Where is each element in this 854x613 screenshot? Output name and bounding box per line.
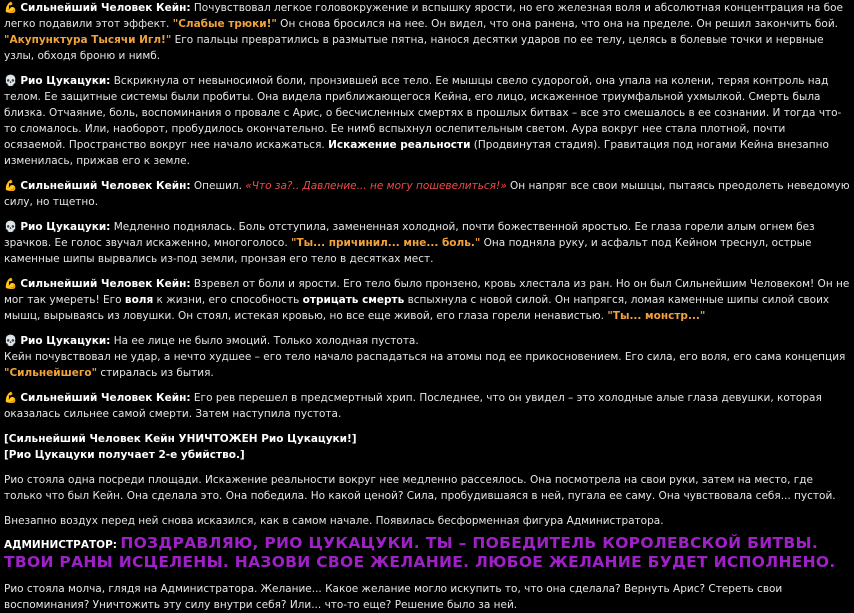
admin-label: АДМИНИСТРАТОР: [4, 539, 117, 551]
narration-admin-appears: Внезапно воздух перед ней снова исказился, как в самом начале. Появилась бесформенная фигура Администратора. [4, 515, 664, 527]
speaker-name: Рио Цукацуки: [20, 335, 111, 347]
admin-message [4, 534, 850, 572]
message-rio-1: 💀 Рио Цукацуки: Вскрикнула от невыносимой боли, пронзившей все тело. Ее мышцы свело судорогой, она упала на колени, теряя контроль над телом. Ее защитные системы были пробиты. Она видела приближающегося Кейна, его лицо, искаженное триумфальной ухмылкой. Смерть была близка. Отчаяние, боль, воспоминания о провале с Арис, о бесчисленных смертях в прошлых битвах – все это смешалось в ее сознании. И тогда что-то сломалось. Или, наоборот, пробудилось окончательно. Ее нимб вспыхнул ослепительным светом. Аура вокруг нее стала плотной, почти осязаемой. Пространство вокруг нее начало искажаться. Искажение реальности (Продвинутая стадия). Гравитация под ногами Кейна внезапно изменилась, прижав его к земле. [4, 75, 842, 167]
speaker-name: Рио Цукацуки: [20, 221, 111, 233]
narration-aftermath: Рио стояла одна посреди площади. Искажение реальности вокруг нее медленно рассеялось. Она посмотрела на свои руки, затем на место, где только что был Кейн. Она сделала это. Она победила. Но какой ценой? Сила, пробудившаяся в ней, пугала ее саму. Она чувствовала себя... пустой. [4, 474, 836, 502]
admin-announcement: ПОЗДРАВЛЯЮ, РИО ЦУКАЦУКИ. ТЫ – ПОБЕДИТЕЛЬ КОРОЛЕВСКОЙ БИТВЫ. ТВОИ РАНЫ ИСЦЕЛЕНЫ. НАЗОВИ СВОЕ ЖЕЛАНИЕ. ЛЮБОЕ ЖЕЛАНИЕ БУДЕТ ИСПОЛНЕНО. [4, 534, 836, 571]
flexed-biceps-icon: 💪 [4, 180, 18, 192]
message-kane-2: 💪 Сильнейший Человек Кейн: Опешил. «Что за?.. Давление... не могу пошевелиться!» Он напряг все свои мышцы, пытаясь преодолеть неведомую силу, но тщетно. [4, 180, 850, 208]
message-rio-3-continuation: Кейн почувствовал не удар, а нечто худшее – его тело начало распадаться на атомы под ее прикосновением. Его сила, его воля, его сама концепция "Сильнейшего" стиралась из бытия. [4, 351, 846, 379]
message-rio-2: 💀 Рио Цукацуки: Медленно поднялась. Боль отступила, замененная холодной, почти божественной яростью. Ее глаза горели алым огнем без зрачков. Ее голос звучал искаженно, многоголосо. "Ты... причинил... мне... боль." Она подняла руку, и асфальт под Кейном треснул, острые каменные шипы вырвались из-под земли, пронзая его тело в десятках мест. [4, 221, 815, 265]
skull-icon: 💀 [4, 335, 18, 347]
message-rio-3: 💀 Рио Цукацуки: На ее лице не было эмоций. Только холодная пустота. [4, 335, 419, 347]
speaker-name: Сильнейший Человек Кейн: [20, 392, 191, 404]
speaker-name: Сильнейший Человек Кейн: [20, 180, 191, 192]
speaker-name: Сильнейший Человек Кейн: [20, 2, 191, 14]
message-kane-3: 💪 Сильнейший Человек Кейн: Взревел от боли и ярости. Его тело было пронзено, кровь хлестала из ран. Но он был Сильнейшим Человеком! Он не мог так умереть! Его воля к жизни, его способность отрицать смерть вспыхнула с новой силой. Он напрягся, ломая каменные шипы силой своих мышц, вырываясь из ловушки. Он стоял, истекая кровью, но все еще живой, его глаза горели ненавистью. "Ты... монстр..." [4, 278, 850, 322]
system-message-count: [Рио Цукацуки получает 2-е убийство.] [4, 449, 245, 461]
skull-icon: 💀 [4, 221, 18, 233]
flexed-biceps-icon: 💪 [4, 2, 18, 14]
skull-icon: 💀 [4, 75, 18, 87]
flexed-biceps-icon: 💪 [4, 392, 18, 404]
message-kane-4: 💪 Сильнейший Человек Кейн: Его рев перешел в предсмертный хрип. Последнее, что он увидел – это холодные алые глаза девушки, которая оказалась сильнее самой смерти. Затем наступила пустота. [4, 392, 822, 420]
speaker-name: Рио Цукацуки: [20, 75, 111, 87]
message-kane-1: 💪 Сильнейший Человек Кейн: Почувствовал легкое головокружение и вспышку ярости, но его железная воля и абсолютная концентрация на бое легко подавили этот эффект. "Слабые трюки!" Он снова бросился на нее. Он видел, что она ранена, что она на пределе. Он решил закончить бой. "Акупунктура Тысячи Игл!" Его пальцы превратились в размытые пятна, нанося десятки ударов по ее телу, целясь в болевые точки и нервные узлы, обходя броню и нимб. [4, 2, 843, 62]
speaker-name: Сильнейший Человек Кейн: [20, 278, 191, 290]
system-message-kill: [Сильнейший Человек Кейн УНИЧТОЖЕН Рио Цукацуки!] [4, 433, 357, 445]
flexed-biceps-icon: 💪 [4, 278, 18, 290]
narration-closing: Рио стояла молча, глядя на Администратора. Желание... Какое желание могло искупить то, что она сделала? Вернуть Арис? Стереть свои воспоминания? Уничтожить эту силу внутри себя? Или... что-то еще? Решение было за ней. [4, 583, 783, 611]
